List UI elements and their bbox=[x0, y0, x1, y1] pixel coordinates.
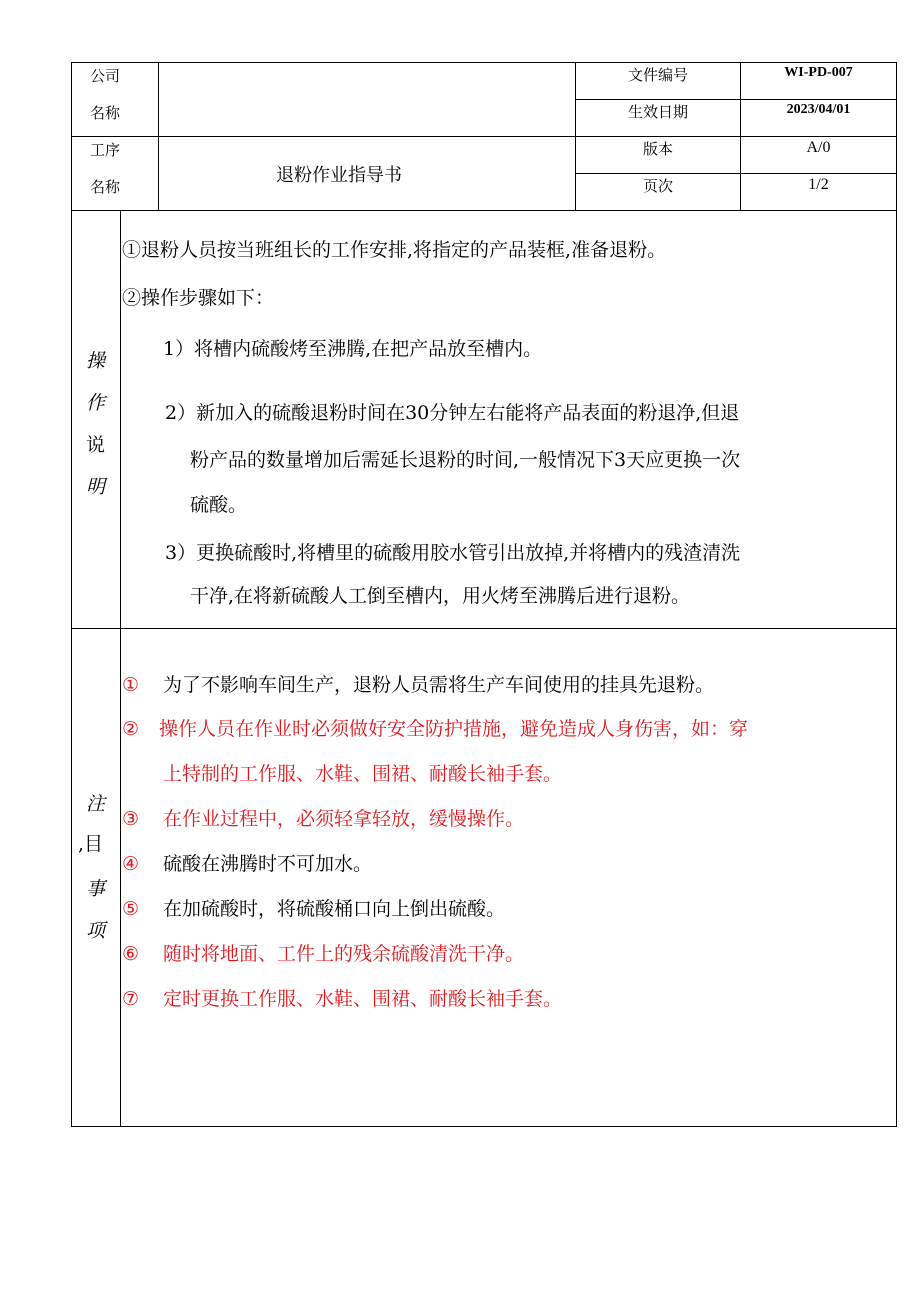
doc-no-value: WI-PD-007 bbox=[784, 65, 853, 80]
note-text: 随时将地面、工件上的残余硫酸清洗干净。 bbox=[163, 943, 525, 965]
operation-label-char: 操 bbox=[86, 350, 106, 372]
company-name-value bbox=[159, 63, 574, 135]
note-text: 上特制的工作服、水鞋、围裙、耐酸长袖手套。 bbox=[163, 763, 563, 785]
process-label-line1: 工序 bbox=[89, 140, 120, 159]
note-text: 定时更换工作服、水鞋、围裙、耐酸长袖手套。 bbox=[163, 988, 563, 1010]
operation-line: ②操作步骤如下： bbox=[122, 287, 275, 309]
notes-label-char: 项 bbox=[86, 920, 106, 942]
note-item bbox=[122, 990, 562, 1009]
operation-line: 3）更换硫酸时,将槽里的硫酸用胶水管引出放掉,并将槽内的残渣清洗 bbox=[165, 542, 741, 564]
note-number: ① bbox=[122, 674, 140, 696]
note-item bbox=[122, 945, 524, 964]
note-number: ⑦ bbox=[122, 988, 140, 1010]
company-label-line2: 名称 bbox=[89, 103, 120, 122]
page-value: 1/2 bbox=[808, 176, 829, 193]
note-text: 硫酸在沸腾时不可加水。 bbox=[163, 853, 373, 875]
note-text: 在作业过程中，必须轻拿轻放，缓慢操作。 bbox=[163, 808, 525, 830]
note-item bbox=[122, 855, 372, 874]
note-item bbox=[122, 810, 524, 829]
operation-line: 粉产品的数量增加后需延长退粉的时间,一般情况下3天应更换一次 bbox=[190, 449, 741, 471]
effective-date-label: 生效日期 bbox=[627, 102, 688, 121]
operation-line: 干净,在将新硫酸人工倒至槽内，用火烤至沸腾后进行退粉。 bbox=[190, 585, 691, 607]
document-title: 退粉作业指导书 bbox=[276, 164, 402, 186]
notes-label-char: 事 bbox=[86, 878, 106, 900]
note-number: ② bbox=[122, 718, 140, 740]
note-number: ⑤ bbox=[122, 898, 140, 920]
operation-label-char: 说 bbox=[86, 434, 106, 456]
page-label: 页次 bbox=[642, 176, 673, 195]
note-text: 在加硫酸时，将硫酸桶口向上倒出硫酸。 bbox=[163, 898, 506, 920]
note-item bbox=[122, 676, 714, 695]
operation-line: 1）将槽内硫酸烤至沸腾,在把产品放至槽内。 bbox=[163, 338, 543, 360]
doc-no-label: 文件编号 bbox=[627, 65, 688, 84]
operation-line: 硫酸。 bbox=[190, 494, 248, 516]
notes-label-char: 注 bbox=[86, 793, 106, 815]
note-item bbox=[122, 900, 505, 919]
process-label-line2: 名称 bbox=[89, 177, 120, 196]
note-number: ④ bbox=[122, 853, 140, 875]
operation-label-char: 明 bbox=[86, 476, 106, 498]
operation-label-char: 作 bbox=[86, 392, 106, 414]
version-label: 版本 bbox=[642, 139, 673, 158]
company-label-line1: 公司 bbox=[89, 66, 120, 85]
operation-line: 2）新加入的硫酸退粉时间在30分钟左右能将产品表面的粉退净,但退 bbox=[165, 402, 740, 424]
note-item bbox=[122, 720, 748, 739]
note-text: 操作人员在作业时必须做好安全防护措施，避免造成人身伤害，如：穿 bbox=[159, 718, 749, 740]
note-number: ③ bbox=[122, 808, 140, 830]
operation-line: ①退粉人员按当班组长的工作安排,将指定的产品装框,准备退粉。 bbox=[122, 239, 667, 261]
notes-label-char: ,目 bbox=[78, 833, 104, 855]
note-item bbox=[163, 765, 562, 784]
effective-date-value: 2023/04/01 bbox=[786, 102, 851, 117]
note-number: ⑥ bbox=[122, 943, 140, 965]
note-text: 为了不影响车间生产，退粉人员需将生产车间使用的挂具先退粉。 bbox=[163, 674, 715, 696]
version-value: A/0 bbox=[806, 139, 831, 156]
